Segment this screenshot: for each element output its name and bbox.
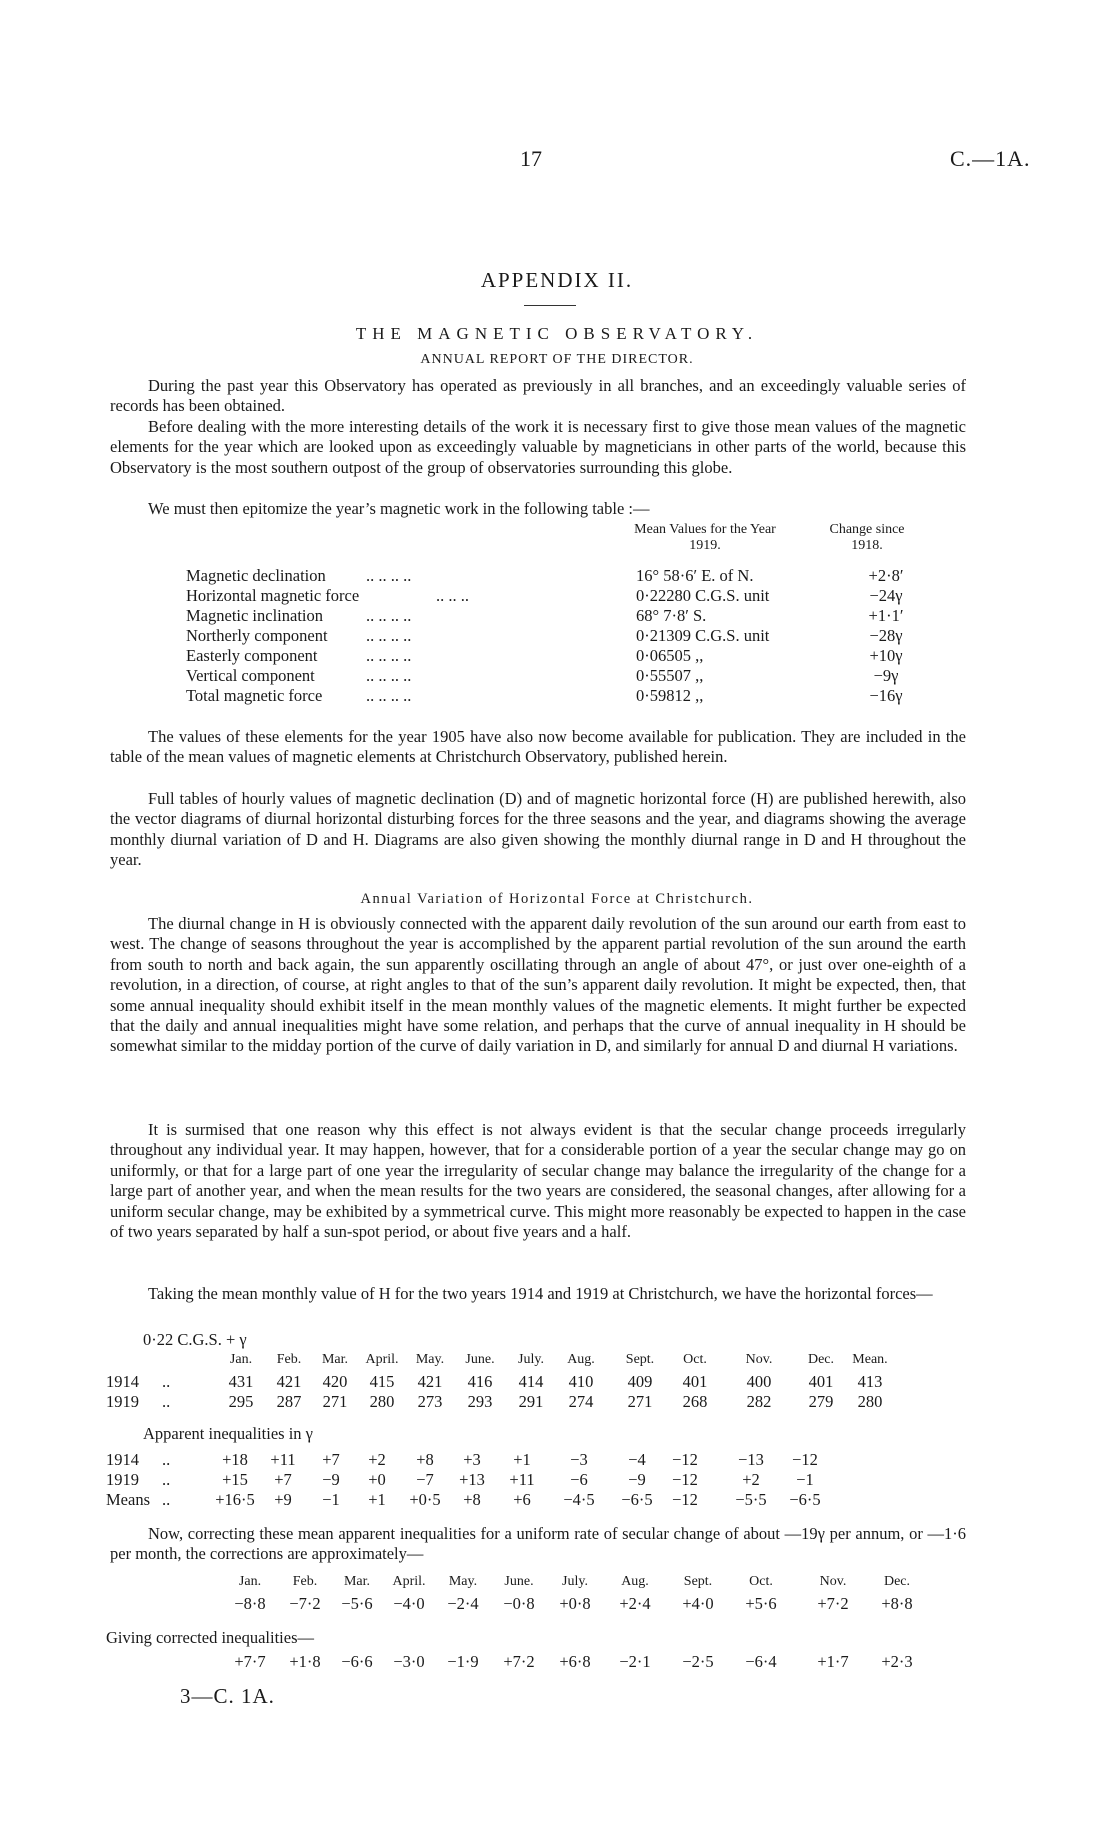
table-cell: −4·5 (563, 1490, 595, 1509)
table-cell: +11 (270, 1450, 296, 1469)
month-header: Sept. (683, 1574, 713, 1589)
paragraph-surmised: It is surmised that one reason why this effect is not always evident is that the secular change proceeds irregularly throughout any individual year. It may happen, however, that for a considerable portion of a year the secular change may go on uniformly, or that for a large part of one year the irregularity of secular change may balance the irregularity of the change for a large part of another year, and when the mean results for the two years are considered, the seasonal changes, after allowing for a uniform secular change, may be exhibited by a symmetrical curve. This might more reasonably be expected to happen in the case of two years separated by half a sun-spot period, or about five years and a half. (110, 1120, 966, 1242)
change-value: +2·8′ (868, 566, 904, 585)
table-cell: 287 (276, 1392, 302, 1411)
table-cell: −9 (628, 1470, 646, 1489)
table-cell: −3·0 (393, 1652, 425, 1671)
row-label: 1919 (106, 1392, 139, 1411)
leader-dots: .. .. .. .. (366, 606, 412, 625)
table-row (186, 646, 946, 666)
table-cell: −13 (738, 1450, 764, 1469)
paragraph-before-dealing: Before dealing with the more interesting details of the work it is necessary first to give those mean values of the magnetic elements for the year which are looked upon as exceedingly valuable by magneticians in other parts of the world, because this Observatory is the most southern outpost of the group of observatories surrounding this globe. (110, 417, 966, 477)
month-header: Nov. (819, 1574, 847, 1589)
leader-dots: .. .. .. .. (366, 666, 412, 685)
mean-value: 16° 58·6′ E. of N. (636, 566, 754, 585)
table-cell: 279 (808, 1392, 834, 1411)
table-cell: +2 (368, 1450, 386, 1469)
table-cell: −8·8 (234, 1594, 266, 1613)
month-header: June. (504, 1574, 534, 1589)
table-cell: +7 (274, 1470, 292, 1489)
row-label: 1914 (106, 1450, 139, 1469)
section-title: THE MAGNETIC OBSERVATORY. (355, 324, 759, 343)
month-header: Aug. (567, 1352, 595, 1367)
table-cell: 274 (568, 1392, 594, 1411)
table-cell: 401 (682, 1372, 708, 1391)
element-label: Magnetic inclination (186, 606, 324, 625)
paragraph-correcting: Now, correcting these mean apparent inequalities for a uniform rate of secular change of about —19γ per annum, or —1·6 per month, the corrections are approximately— (110, 1524, 966, 1564)
leader-dots: .. (162, 1450, 171, 1469)
table-cell: +5·6 (745, 1594, 777, 1613)
leader-dots: .. .. .. .. (366, 626, 412, 645)
table-cell: +8 (416, 1450, 434, 1469)
leader-dots: .. .. .. (436, 586, 469, 605)
table-cell: 420 (322, 1372, 348, 1391)
table-cell: 409 (627, 1372, 653, 1391)
table-cell: +0·8 (559, 1594, 591, 1613)
month-header: Mar. (343, 1574, 371, 1589)
month-header: Sept. (625, 1352, 655, 1367)
paragraph-diurnal-change: The diurnal change in H is obviously connected with the apparent daily revolution of the sun around our earth from east to west. The change of seasons throughout the year is accomplished by the apparent partial revolution of the sun around the earth from south to north and back again, the sun apparently oscillating through an angle of about 47°, or just over one-eighth of a revolution, in a direction, of course, at right angles to that of the sun’s apparent daily revolution. It might be expected, then, that some annual inequality should exhibit itself in the mean monthly values of the magnetic elements. It might further be expected that the daily and annual inequalities might have some relation, and perhaps that the curve of annual inequality in H should be somewhat similar to the midday portion of the curve of daily variation in D, and similarly for annual D and diurnal H variations. (110, 914, 966, 1056)
element-label: Magnetic declination (186, 566, 326, 585)
table-cell: 268 (682, 1392, 708, 1411)
section-heading: Annual Variation of Horizontal Force at Christchurch. (360, 891, 754, 907)
table-cell: −6·5 (789, 1490, 821, 1509)
table-cell: −7 (416, 1470, 434, 1489)
element-label: Easterly component (186, 646, 318, 665)
table-cell: +1 (513, 1450, 531, 1469)
table-cell: 280 (369, 1392, 395, 1411)
mean-value: 0·59812 ,, (636, 686, 704, 705)
table-cell: 410 (568, 1372, 594, 1391)
table-cell: −2·5 (682, 1652, 714, 1671)
mean-value: 0·21309 C.G.S. unit (636, 626, 770, 645)
table-cell: 273 (417, 1392, 443, 1411)
element-label: Vertical component (186, 666, 315, 685)
table-cell: +1·8 (289, 1652, 321, 1671)
signature-mark: 3—C. 1A. (180, 1684, 275, 1708)
table-cell: 282 (746, 1392, 772, 1411)
month-header: Feb. (292, 1574, 318, 1589)
table-cell: +7·2 (503, 1652, 535, 1671)
paragraph-taking-mean: Taking the mean monthly value of H for the two years 1914 and 1919 at Christchurch, we have the horizontal forces— (148, 1284, 933, 1303)
table-row (186, 686, 946, 706)
month-header: Oct. (749, 1574, 773, 1589)
leader-dots: .. (162, 1470, 171, 1489)
table-cell: +1·7 (817, 1652, 849, 1671)
mean-value: 0·55507 ,, (636, 666, 704, 685)
month-header: Nov. (745, 1352, 773, 1367)
table-cell: +7 (322, 1450, 340, 1469)
month-header: Aug. (621, 1574, 649, 1589)
month-header: July. (562, 1574, 588, 1589)
inequalities-label: Apparent inequalities in γ (143, 1424, 313, 1443)
element-label: Total magnetic force (186, 686, 323, 705)
document-reference: C.—1A. (950, 146, 1031, 171)
table-cell: −12 (672, 1470, 698, 1489)
table-cell: −0·8 (503, 1594, 535, 1613)
month-header: June. (465, 1352, 495, 1367)
column-header-change: Change since 1918. (829, 522, 905, 553)
element-label: Northerly component (186, 626, 328, 645)
leader-dots: .. (162, 1490, 171, 1509)
unit-label: 0·22 C.G.S. + γ (143, 1330, 247, 1349)
table-cell: +0·5 (409, 1490, 441, 1509)
table-cell: −2·1 (619, 1652, 651, 1671)
table-cell: +9 (274, 1490, 292, 1509)
page-number: 17 (520, 146, 542, 171)
table-cell: +15 (222, 1470, 248, 1489)
report-subtitle: ANNUAL REPORT OF THE DIRECTOR. (420, 352, 694, 367)
table-cell: 431 (228, 1372, 254, 1391)
month-header: April. (392, 1574, 426, 1589)
row-label: 1914 (106, 1372, 139, 1391)
month-header: Jan. (229, 1352, 253, 1367)
change-value: −28γ (869, 626, 903, 645)
table-row (186, 666, 946, 686)
element-label: Horizontal magnetic force (186, 586, 360, 605)
table-cell: +6·8 (559, 1652, 591, 1671)
paragraph-intro: During the past year this Observatory has operated as previously in all branches, and an exceedingly valuable series of records has been obtained. (110, 376, 966, 416)
table-cell: 295 (228, 1392, 254, 1411)
table-cell: −1 (796, 1470, 814, 1489)
paragraph-epitomize: We must then epitomize the year’s magnetic work in the following table :— (148, 499, 650, 518)
table-cell: −6 (570, 1470, 588, 1489)
table-cell: +7·2 (817, 1594, 849, 1613)
column-header-mean: Mean Values for the Year 1919. (634, 522, 776, 553)
table-cell: −4 (628, 1450, 646, 1469)
table-cell: 414 (518, 1372, 544, 1391)
table-row (186, 606, 946, 626)
mean-value: 0·22280 C.G.S. unit (636, 586, 770, 605)
mean-value: 0·06505 ,, (636, 646, 704, 665)
table-cell: +8·8 (881, 1594, 913, 1613)
table-cell: −1 (322, 1490, 340, 1509)
table-cell: +11 (509, 1470, 535, 1489)
change-value: +1·1′ (868, 606, 904, 625)
paragraph-full-tables: Full tables of hourly values of magnetic declination (D) and of magnetic horizontal force (H) are published herewith, also the vector diagrams of diurnal horizontal disturbing forces for the three seasons and the year, and diagrams showing the average monthly diurnal variation of D and H. Diagrams are also given showing the monthly diurnal range in D and H throughout the year. (110, 789, 966, 870)
leader-dots: .. .. .. .. (366, 646, 412, 665)
table-cell: −9 (322, 1470, 340, 1489)
table-row (186, 586, 946, 606)
table-cell: −5·5 (735, 1490, 767, 1509)
month-header: Oct. (683, 1352, 707, 1367)
table-cell: +16·5 (215, 1490, 255, 1509)
table-cell: +13 (459, 1470, 485, 1489)
table-cell: +0 (368, 1470, 386, 1489)
month-header: Feb. (276, 1352, 302, 1367)
appendix-title: APPENDIX II. (480, 268, 634, 292)
change-value: −16γ (869, 686, 903, 705)
month-header: Dec. (807, 1352, 835, 1367)
table-cell: +3 (463, 1450, 481, 1469)
table-cell: −5·6 (341, 1594, 373, 1613)
month-header: April. (365, 1352, 399, 1367)
table-cell: −6·6 (341, 1652, 373, 1671)
corrected-label: Giving corrected inequalities— (106, 1628, 315, 1647)
leader-dots: .. (162, 1392, 171, 1411)
table-cell: +6 (513, 1490, 531, 1509)
table-cell: +4·0 (682, 1594, 714, 1613)
table-cell: +2 (742, 1470, 760, 1489)
table-cell: +2·3 (881, 1652, 913, 1671)
table-cell: +7·7 (234, 1652, 266, 1671)
table-cell: −6·5 (621, 1490, 653, 1509)
table-cell: +1 (368, 1490, 386, 1509)
table-row (186, 566, 946, 586)
table-cell: 416 (467, 1372, 493, 1391)
table-cell: 291 (518, 1392, 544, 1411)
mean-value: 68° 7·8′ S. (636, 606, 707, 625)
table-cell: −4·0 (393, 1594, 425, 1613)
table-cell: 421 (276, 1372, 302, 1391)
month-header: May. (415, 1352, 445, 1367)
table-cell: −3 (570, 1450, 588, 1469)
table-cell: −1·9 (447, 1652, 479, 1671)
row-label: Means (106, 1490, 150, 1509)
leader-dots: .. .. .. .. (366, 566, 412, 585)
change-value: −24γ (869, 586, 903, 605)
table-cell: 271 (322, 1392, 348, 1411)
table-row (186, 626, 946, 646)
table-cell: 401 (808, 1372, 834, 1391)
table-cell: 415 (369, 1372, 395, 1391)
month-header: May. (448, 1574, 478, 1589)
leader-dots: .. .. .. .. (366, 686, 412, 705)
table-cell: −12 (792, 1450, 818, 1469)
month-header: Mar. (321, 1352, 349, 1367)
month-header: Jan. (238, 1574, 262, 1589)
row-label: 1919 (106, 1470, 139, 1489)
table-cell: 413 (857, 1372, 883, 1391)
change-value: +10γ (869, 646, 903, 665)
table-cell: 271 (627, 1392, 653, 1411)
table-cell: 293 (467, 1392, 493, 1411)
table-cell: 421 (417, 1372, 443, 1391)
table-cell: +18 (222, 1450, 248, 1469)
change-value: −9γ (873, 666, 899, 685)
table-cell: 280 (857, 1392, 883, 1411)
table-cell: +2·4 (619, 1594, 651, 1613)
month-header: Mean. (852, 1352, 888, 1367)
table-cell: −12 (672, 1490, 698, 1509)
month-header: July. (518, 1352, 544, 1367)
title-divider (524, 305, 576, 306)
table-cell: −6·4 (745, 1652, 777, 1671)
leader-dots: .. (162, 1372, 171, 1391)
table-cell: +8 (463, 1490, 481, 1509)
table-cell: −7·2 (289, 1594, 321, 1613)
paragraph-1905-values: The values of these elements for the year 1905 have also now become available for publication. They are included in the table of the mean values of magnetic elements at Christchurch Observatory, published herein. (110, 727, 966, 767)
table-cell: −2·4 (447, 1594, 479, 1613)
month-header: Dec. (883, 1574, 911, 1589)
table-cell: −12 (672, 1450, 698, 1469)
table-cell: 400 (746, 1372, 772, 1391)
